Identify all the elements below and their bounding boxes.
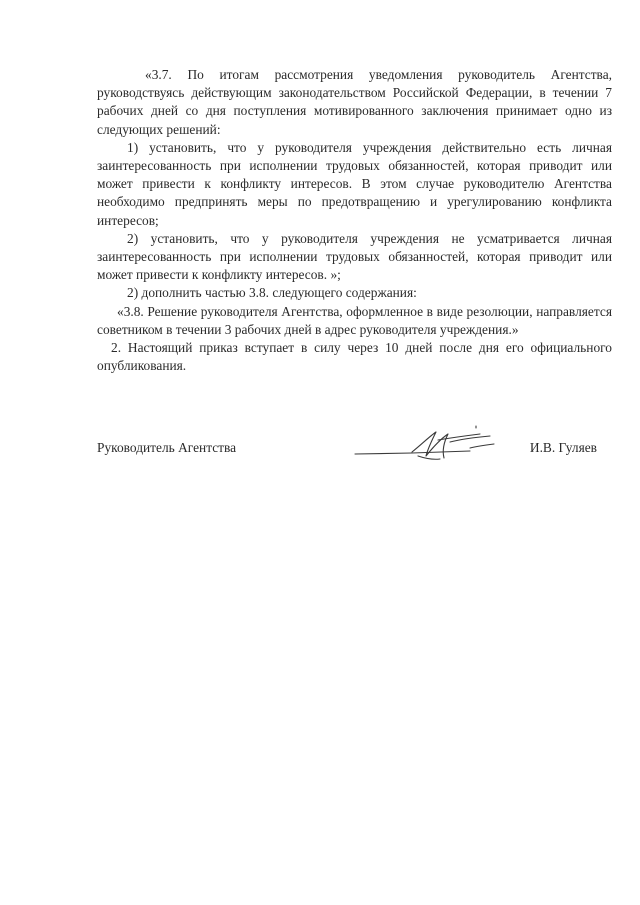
paragraph-3-8: «3.8. Решение руководителя Агентства, оформленное в виде резолюции, направляется советником в течении 3 рабочих дней в адрес руководителя учреждения.»: [97, 303, 612, 337]
paragraph-amendment-2: 2) дополнить частью 3.8. следующего содержания:: [127, 285, 417, 301]
handwritten-signature: [352, 418, 512, 466]
paragraph-item-2: 2) установить, что у руководителя учреждения не усматривается личная заинтересованность при исполнении трудовых обязанностей, которая приводит или может привести к конфликту интересов. »;: [97, 230, 612, 283]
document-body: [97, 66, 612, 375]
paragraph-item-1: 1) установить, что у руководителя учреждения действительно есть личная заинтересованность при исполнении трудовых обязанностей, которая приводит или может привести к конфликту интересов. В этом случае руководителю Агентства необходимо предпринять меры по предотвращению и урегулированию конфликта интересов;: [97, 139, 612, 228]
signatory-position: Руководитель Агентства: [97, 440, 237, 455]
signatory-name: И.В. Гуляев: [529, 440, 597, 455]
signature-block: [97, 418, 597, 468]
paragraph-3-7: «3.7. По итогам рассмотрения уведомления руководитель Агентства, руководствуясь действующим законодательством Российской Федерации, в течении 7 рабочих дней со дня поступления мотивированного заключения принимает одно из следующих решений:: [97, 67, 612, 137]
paragraph-effective-date: 2. Настоящий приказ вступает в силу через 10 дней после дня его официального опубликования.: [97, 340, 612, 374]
